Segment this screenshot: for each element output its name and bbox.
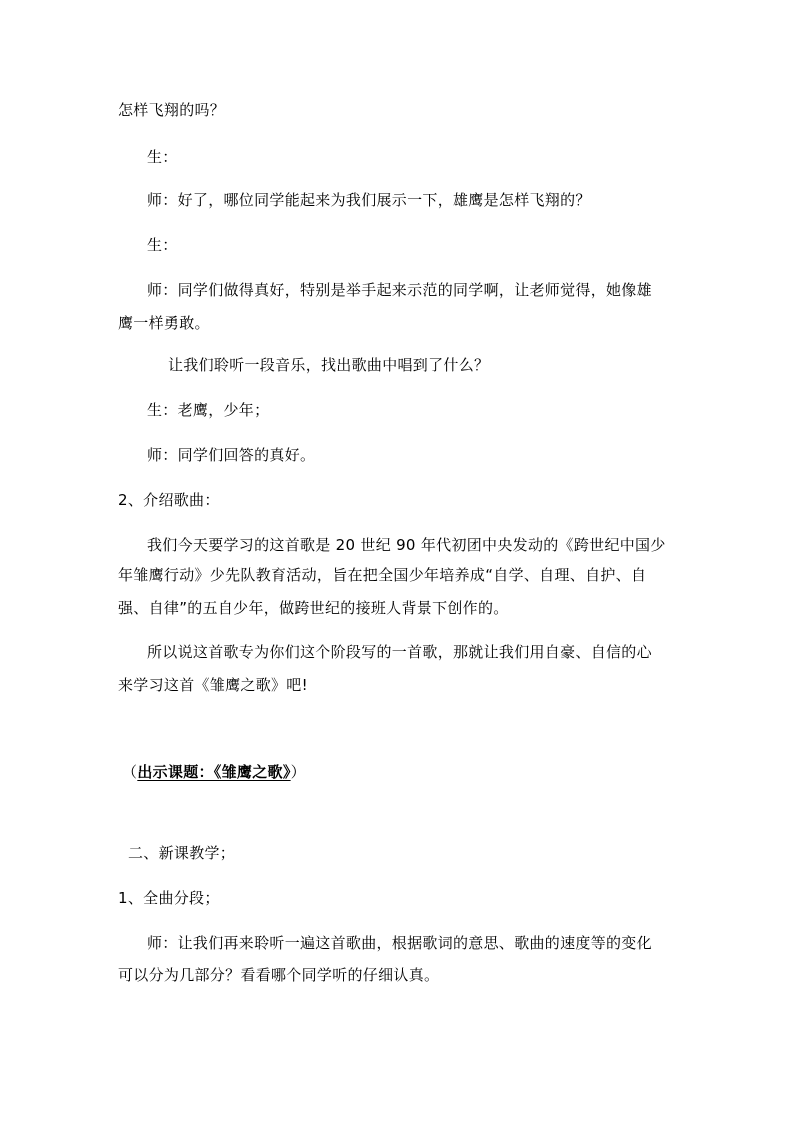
paragraph-line: 师：同学们回答的真好。 <box>147 446 316 464</box>
paragraph-line: 生： <box>147 148 178 166</box>
paragraph-line: 年雏鹰行动》少先队教育活动，旨在把全国少年培养成“自学、自理、自护、自 <box>118 566 647 584</box>
paragraph-line: 鹰一样勇敢。 <box>118 314 210 332</box>
topic-line <box>122 762 306 782</box>
topic-title: 出示课题：《雏鹰之歌》 <box>137 763 291 781</box>
paragraph-line: 让我们聆听一段音乐，找出歌曲中唱到了什么？ <box>168 356 490 374</box>
paragraph-line: 生：老鹰，少年； <box>147 401 270 419</box>
paragraph-line: 师：好了，哪位同学能起来为我们展示一下，雄鹰是怎样飞翔的？ <box>147 191 591 209</box>
paragraph-line: 我们今天要学习的这首歌是 20 世纪 90 年代初团中央发动的《跨世纪中国少 <box>147 536 666 554</box>
section-heading: 二、新课教学； <box>128 844 236 862</box>
section-heading: 2、介绍歌曲： <box>118 491 220 509</box>
paragraph-line: 所以说这首歌专为你们这个阶段写的一首歌，那就让我们用自豪、自信的心 <box>147 643 652 661</box>
topic-close-paren: ） <box>290 763 306 781</box>
paragraph-line: 强、自律”的五自少年，做跨世纪的接班人背景下创作的。 <box>118 599 509 617</box>
paragraph-line: 来学习这首《雏鹰之歌》吧! <box>118 676 308 694</box>
paragraph-line: 师：让我们再来聆听一遍这首歌曲，根据歌词的意思、歌曲的速度等的变化 <box>147 934 652 952</box>
paragraph-line: 怎样飞翔的吗？ <box>118 101 226 119</box>
paragraph-line: 生： <box>147 236 178 254</box>
paragraph-line: 师：同学们做得真好，特别是举手起来示范的同学啊，让老师觉得，她像雄 <box>147 281 652 299</box>
topic-open-paren: （ <box>122 763 138 781</box>
section-heading: 1、全曲分段； <box>118 889 220 907</box>
paragraph-line: 可以分为几部分？看看哪个同学听的仔细认真。 <box>118 966 440 984</box>
